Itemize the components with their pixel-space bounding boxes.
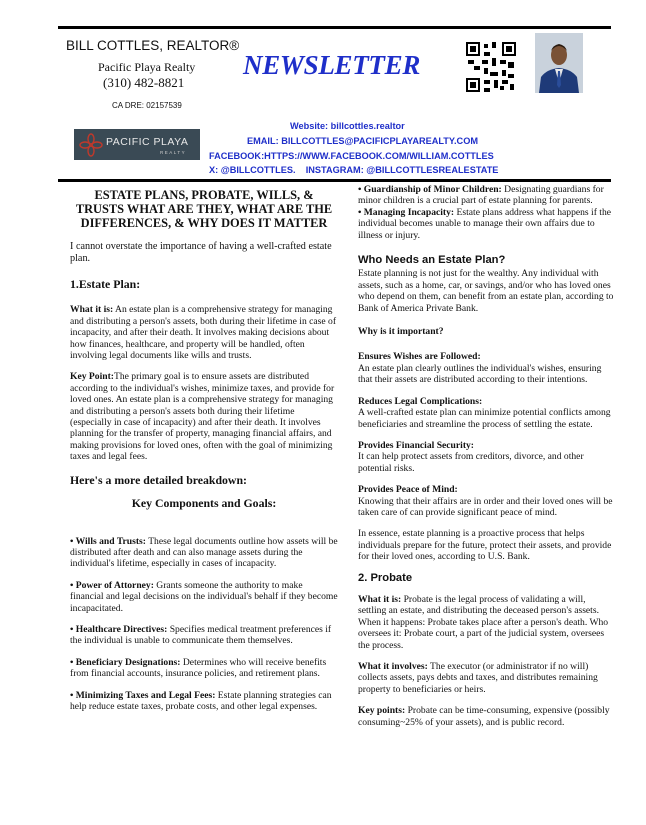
estate-what-paragraph <box>70 304 338 361</box>
list-item-text: These legal documents outline how assets will be distributed after death and can also manage assets during the individual's lifetime, especially in cases of incapacity. <box>70 535 338 570</box>
probate-involves-paragraph <box>358 661 614 695</box>
list-item <box>70 657 338 680</box>
list-item-text: Grants someone the authority to make financial and legal decisions on the individual's behalf if they become incapacitated. <box>70 579 338 614</box>
list-item <box>70 624 338 647</box>
list-item-text: Specifies medical treatment preferences if the individual is unable to communicate them themselves. <box>70 623 332 647</box>
reason-text: A well-crafted estate plan can minimize potential conflicts among beneficiaries and streamline the process of settling the estate. <box>358 407 611 430</box>
section-estate-plan-heading: 1.Estate Plan: <box>70 277 141 292</box>
probate-involves-label: What it involves: <box>358 661 428 672</box>
company-logo <box>74 129 200 160</box>
license-number: CA DRE: 02157539 <box>112 101 182 110</box>
estate-what-label: What it is: <box>70 304 114 316</box>
list-item-label: • Managing Incapacity: <box>358 206 455 218</box>
list-item-label: • Minimizing Taxes and Legal Fees: <box>70 689 216 701</box>
estate-what-text: An estate plan is a comprehensive strategy for managing and distributing a person's assets, both during their lifetime in case of incapacity, and after their death. It involves making decisions about how finances, healthcare, and property will be handled, often involving legal documents like wills and trusts. <box>70 304 337 362</box>
reason-text: It can help protect assets from creditors, divorce, and other potential risks. <box>358 451 584 474</box>
list-item-text: Determines who will receive benefits from financial accounts, insurance policies, and retirement plans. <box>70 656 327 680</box>
estate-key-text: The primary goal is to ensure assets are distributed according to the individual's wishes, minimize taxes, and provide for loved ones. An estate plan is a comprehensive strategy for managing and distributing a person's assets both during their lifetime (especially in case of incapacity) and after their death. It involves planning for the transfer of property, managing financial affairs, and making provisions for loved ones, often with the goal of minimizing taxes and legal fees. <box>70 371 335 463</box>
reason-label: Provides Financial Security: <box>358 439 475 451</box>
probate-what-text: Probate is the legal process of validating a will, settling an estate, and distributing the deceased person's assets. When it happens: Probate takes place after a person's death. Who oversees it: Probate court, a part of the judicial system, oversees the process. <box>358 593 609 651</box>
probate-key-label: Key points: <box>358 705 406 717</box>
why-important-heading: Why is it important? <box>358 326 444 338</box>
list-item <box>358 184 614 207</box>
logo-subtext: REALTY <box>160 150 187 155</box>
reason-text: An estate plan clearly outlines the individual's wishes, ensuring that their assets are distributed according to their intentions. <box>358 362 602 386</box>
estate-key-label: Key Point: <box>70 371 114 383</box>
company-name: Pacific Playa Realty <box>98 60 196 74</box>
section-probate-heading: 2. Probate <box>358 571 413 584</box>
list-item-text: Estate planning strategies can help reduce estate taxes, probate costs, and other legal expenses. <box>70 689 332 712</box>
probate-what-paragraph <box>358 594 614 651</box>
probate-what-label: What it is: <box>358 593 402 605</box>
agent-photo <box>535 33 583 93</box>
list-item-label: • Wills and Trusts: <box>70 535 146 547</box>
newsletter-title: NEWSLETTER <box>243 50 421 80</box>
list-item-label: • Power of Attorney: <box>70 579 154 591</box>
list-item <box>70 690 338 713</box>
list-item-label: • Guardianship of Minor Children: <box>358 184 502 195</box>
estate-key-paragraph <box>70 371 338 462</box>
reason-item <box>358 351 614 385</box>
reason-label: Provides Peace of Mind: <box>358 484 458 496</box>
top-rule <box>58 26 611 29</box>
header-rule <box>58 179 611 182</box>
reason-item <box>358 440 614 474</box>
breakdown-heading: Here's a more detailed breakdown: <box>70 472 247 487</box>
right-column <box>358 184 614 738</box>
logo-text: PACIFIC PLAYA <box>106 136 189 148</box>
reason-label: Reduces Legal Complications: <box>358 395 483 407</box>
qr-code-icon <box>466 42 516 92</box>
left-column <box>70 188 338 722</box>
facebook-link[interactable]: FACEBOOK:HTTPS://WWW.FACEBOOK.COM/WILLIAM.COTTLES <box>209 151 494 161</box>
list-item-label: • Beneficiary Designations: <box>70 656 181 668</box>
email-link[interactable]: EMAIL: BILLCOTTLES@PACIFICPLAYAREALTY.COM <box>247 136 478 146</box>
social-links[interactable]: X: @BILLCOTTLES. INSTAGRAM: @BILLCOTTLESREALESTATE <box>209 165 499 175</box>
agent-name: BILL COTTLES, REALTOR® <box>66 38 240 53</box>
reason-label: Ensures Wishes are Followed: <box>358 351 481 363</box>
essence-text: In essence, estate planning is a proactive process that helps individuals prepare for the future, protect their assets, and provide for their loved ones, according to U.S. Bank. <box>358 528 612 563</box>
website-link[interactable]: Website: billcottles.realtor <box>290 121 405 131</box>
list-item <box>70 536 338 570</box>
phone-number: (310) 482-8821 <box>103 75 185 90</box>
who-needs-heading: Who Needs an Estate Plan? <box>358 254 506 267</box>
list-item-label: • Healthcare Directives: <box>70 623 168 635</box>
flower-logo-icon <box>79 133 103 157</box>
probate-key-text: Probate can be time-consuming, expensive (possibly consuming~25% of your assets), and is public record. <box>358 705 610 728</box>
probate-involves-text: The executor (or administrator if no will) collects assets, pays debts and taxes, and distributes remaining property to beneficiaries or heirs. <box>358 661 598 695</box>
list-item-text: Estate plans address what happens if the individual becomes unable to manage their own affairs due to illness or injury. <box>358 206 612 241</box>
list-item <box>70 580 338 614</box>
components-heading: Key Components and Goals: <box>131 496 277 511</box>
intro-text: I cannot overstate the importance of having a well-crafted estate plan. <box>70 240 332 264</box>
who-needs-text: Estate planning is not just for the wealthy. Any individual with assets, such as a home, car, or savings, and/or who has loved ones who depend on them, can benefit from an estate plan, according to Bank of America Private Bank. <box>358 268 614 314</box>
reason-item <box>358 484 614 518</box>
reason-text: Knowing that their affairs are in order and their loved ones will be taken care of can provide significant peace of mind. <box>358 495 613 518</box>
reason-item <box>358 396 614 430</box>
list-item <box>358 207 614 241</box>
article-title: ESTATE PLANS, PROBATE, WILLS, & TRUSTS WHAT ARE THEY, WHAT ARE THE DIFFERENCES, & WHY DOES IT MATTER <box>75 188 333 231</box>
probate-key-paragraph <box>358 705 614 728</box>
list-item-text: Designating guardians for minor children is a crucial part of estate planning for parents. <box>358 184 604 207</box>
